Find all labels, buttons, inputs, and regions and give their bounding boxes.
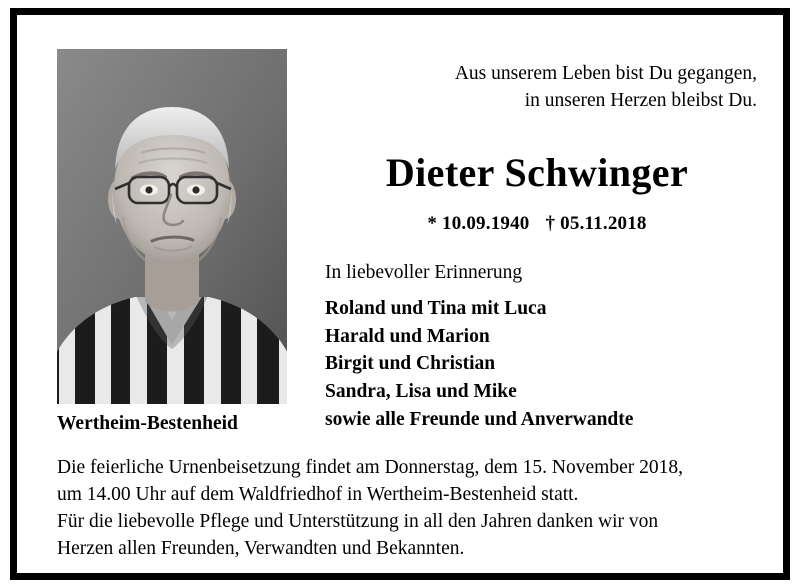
death-date: † 05.11.2018 [545,213,647,234]
deceased-name: Dieter Schwinger [385,150,689,195]
place-name: Wertheim-Bestenheid [57,413,238,434]
funeral-details [57,455,749,563]
family-member-1: Roland und Tina mit Luca [325,298,547,319]
family-member-4: Sandra, Lisa und Mike [325,381,517,403]
family-list [325,295,633,433]
notice-inner-area [17,15,783,573]
memorial-verse [317,61,757,115]
notice-content [17,15,783,573]
family-member-2: Harald und Marion [325,325,490,347]
black-border-frame [10,8,790,580]
portrait-photo [57,49,287,404]
detail-line-3: Für die liebevolle Pflege und Unterstützung in all den Jahren danken wir von [57,510,659,532]
family-member-3: Birgit und Christian [325,353,496,375]
life-dates [317,213,757,235]
birth-date: * 10.09.1940 [427,213,530,234]
memory-line: In liebevoller Erinnerung [325,262,523,283]
verse-line-1: Aus unserem Leben bist Du gegangen, [454,63,757,84]
family-member-5: sowie alle Freunde und Anverwandte [325,408,634,430]
verse-line-2: in unseren Herzen bleibst Du. [524,89,757,111]
portrait-photo-image [57,49,287,404]
detail-line-2: um 14.00 Uhr auf dem Waldfriedhof in Wertheim-Bestenheid statt. [57,483,579,505]
detail-line-4: Herzen allen Freunden, Verwandten und Bekannten. [57,537,465,559]
detail-line-1: Die feierliche Urnenbeisetzung findet am Donnerstag, dem 15. November 2018, [57,457,683,478]
